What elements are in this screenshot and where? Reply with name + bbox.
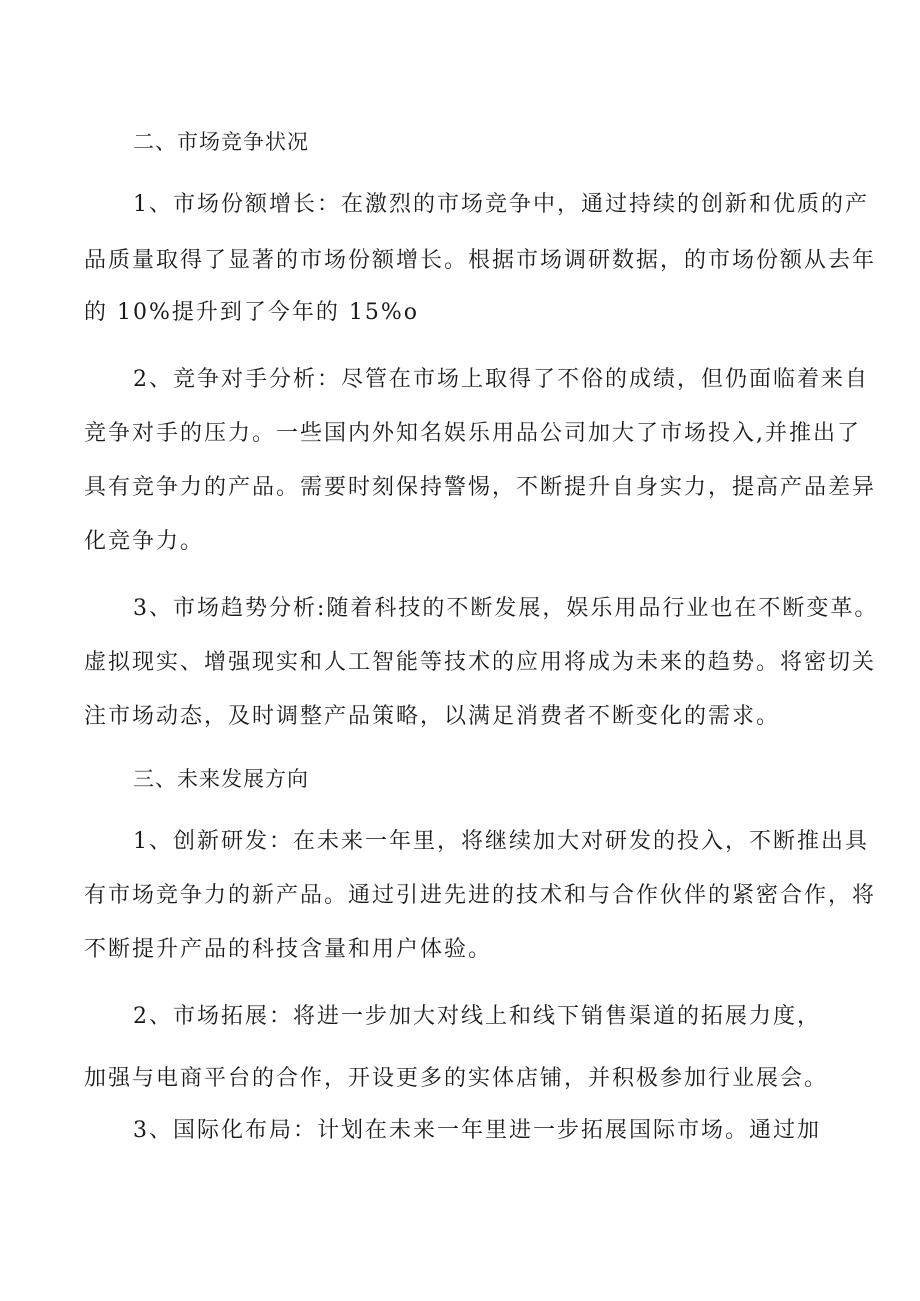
section-heading-future-direction: 三、未来发展方向 <box>133 767 309 791</box>
paragraph-line: 虚拟现实、增强现实和人工智能等技术的应用将成为未来的趋势。将密切关 <box>84 650 877 675</box>
paragraph-line: 品质量取得了显著的市场份额增长。根据市场调研数据，的市场份额从去年 <box>84 248 877 273</box>
paragraph-line: 竞争对手的压力。一些国内外知名娱乐用品公司加大了市场投入,并推出了 <box>84 421 861 446</box>
paragraph-line: 不断提升产品的科技含量和用户体验。 <box>84 937 493 962</box>
paragraph-line: 化竞争力。 <box>84 529 205 554</box>
paragraph-line: 2、竞争对手分析：尽管在市场上取得了不俗的成绩，但仍面临着来自 <box>133 367 869 392</box>
paragraph-line: 具有竞争力的产品。需要时刻保持警惕，不断提升自身实力，提高产品差异 <box>84 475 877 500</box>
paragraph-line: 的 10%提升到了今年的 15%o <box>84 300 420 325</box>
paragraph-line: 加强与电商平台的合作，开设更多的实体店铺，并积极参加行业展会。 <box>84 1066 829 1091</box>
paragraph-line: 2、市场拓展：将进一步加大对线上和线下销售渠道的拓展力度， <box>133 1004 821 1029</box>
paragraph-line: 注市场动态，及时调整产品策略，以满足消费者不断变化的需求。 <box>84 704 781 729</box>
section-heading-market-competition: 二、市场竞争状况 <box>133 130 309 154</box>
paragraph-line: 3、市场趋势分析:随着科技的不断发展，娱乐用品行业也在不断变革。 <box>133 596 879 621</box>
paragraph-line: 3、国际化布局：计划在未来一年里进一步拓展国际市场。通过加 <box>133 1118 821 1143</box>
paragraph-line: 有市场竞争力的新产品。通过引进先进的技术和与合作伙伴的紧密合作，将 <box>84 883 877 908</box>
paragraph-line: 1、创新研发：在未来一年里，将继续加大对研发的投入，不断推出具 <box>133 829 869 854</box>
paragraph-line: 1、市场份额增长：在激烈的市场竞争中，通过持续的创新和优质的产 <box>133 192 869 217</box>
